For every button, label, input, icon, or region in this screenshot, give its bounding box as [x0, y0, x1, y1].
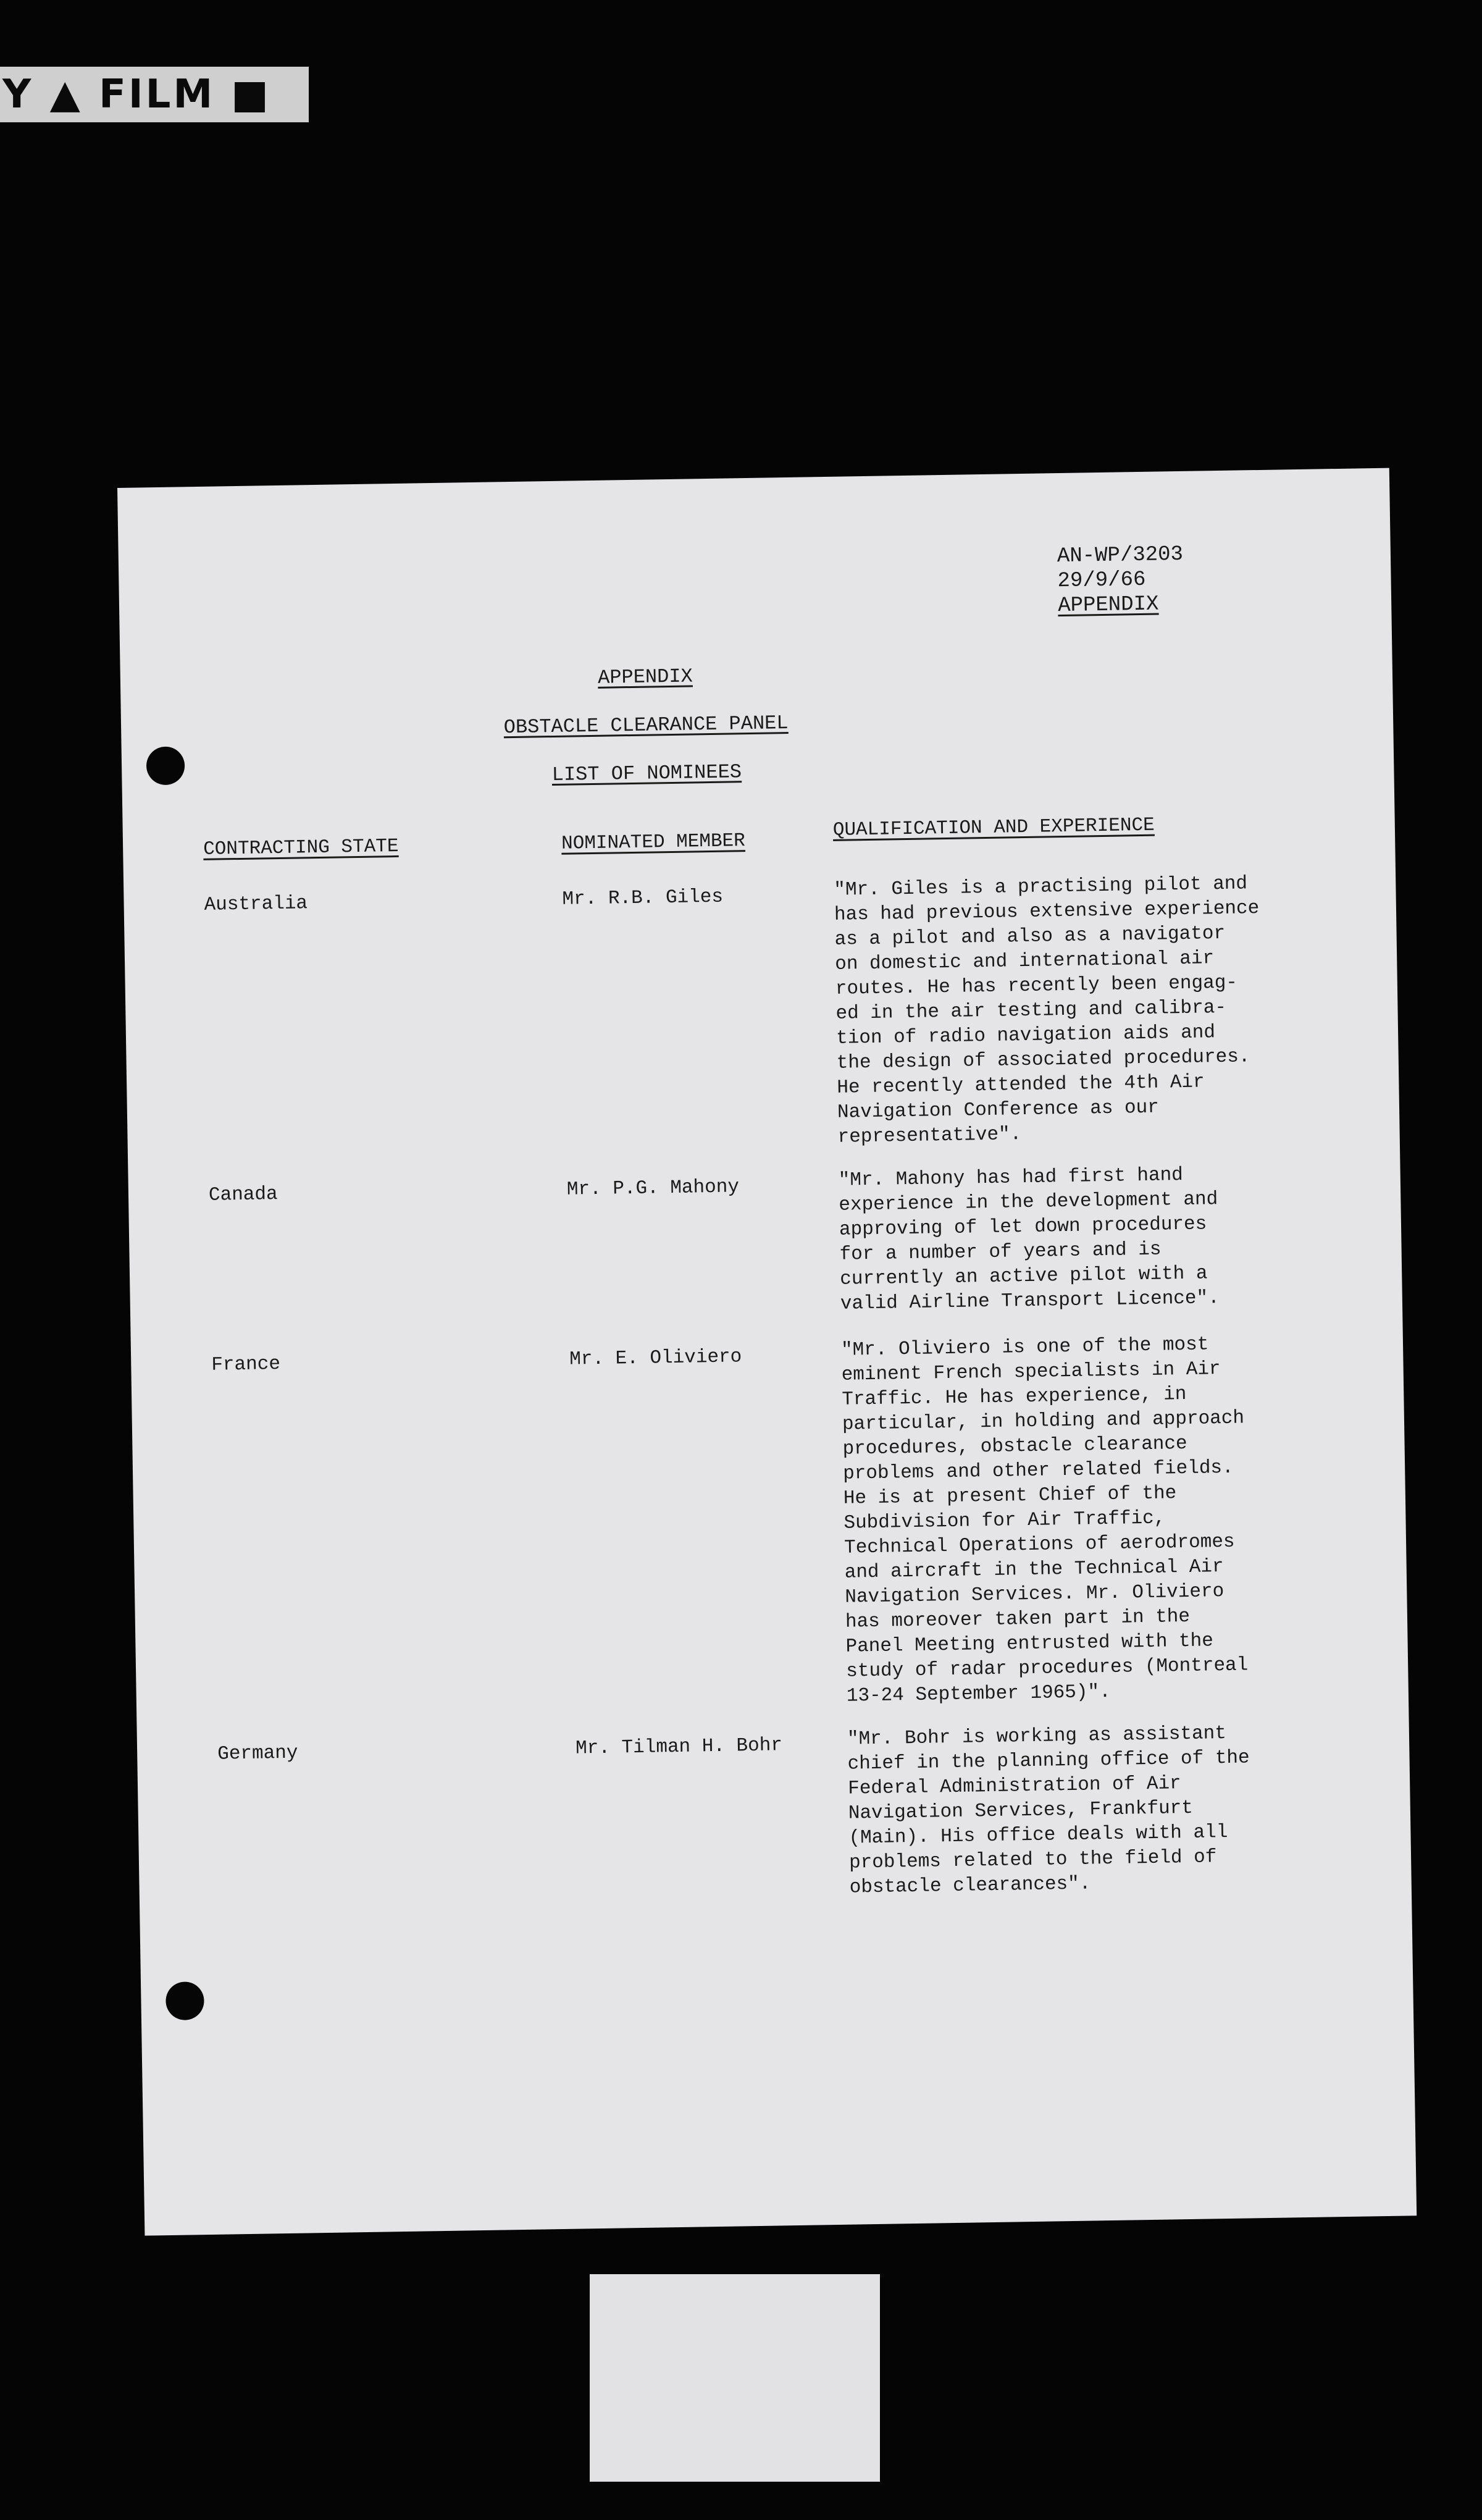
appendix-heading: APPENDIX: [597, 665, 693, 689]
contracting-state: Germany: [217, 1742, 298, 1765]
column-header-member: NOMINATED MEMBER: [561, 830, 746, 855]
document-page: [117, 468, 1417, 2236]
qualification-text: "Mr. Mahony has had first hand experience in the development and approving of let down procedures for a number of years and is currently an active pilot with a valid Airline Transport Licence".: [838, 1164, 1220, 1315]
column-header-state: CONTRACTING STATE: [203, 835, 399, 860]
qualification-text: "Mr. Bohr is working as assistant chief in the planning office of the Federal Administration of Air Navigation Services, Frankfurt (Main). His office deals with all problems related to the field of obstacle clearances".: [847, 1723, 1250, 1899]
list-title: LIST OF NOMINEES: [551, 760, 742, 787]
nominated-member: Mr. P.G. Mahony: [566, 1176, 740, 1201]
reference-number: AN-WP/3203: [1057, 542, 1184, 569]
punch-hole-bottom: [165, 1981, 204, 2020]
nominee-row: [128, 1164, 1400, 1315]
document-titles: [120, 657, 1172, 818]
contracting-state: Canada: [208, 1183, 278, 1206]
reference-appendix: APPENDIX: [1057, 592, 1159, 618]
nominated-member: Mr. R.B. Giles: [562, 886, 724, 910]
nominated-member: Mr. Tilman H. Bohr: [575, 1734, 783, 1760]
document-reference: [1057, 542, 1184, 618]
column-header-qualification: QUALIFICATION AND EXPERIENCE: [832, 814, 1155, 841]
reference-date: 29/9/66: [1057, 568, 1146, 594]
contracting-state: France: [211, 1353, 281, 1376]
nominee-row: [124, 873, 1396, 1148]
film-strip-text: Y ▲ FILM ■: [2, 72, 271, 117]
film-strip-label: [0, 67, 309, 122]
contracting-state: Australia: [204, 892, 308, 916]
qualification-text: "Mr. Giles is a practising pilot and has had previous extensive experience as a pilot and also as a navigator on domestic and international air routes. He has recently been engag- ed in the air testing and calibra- tion of radio navigation aids and the design of associated procedures. He recently attended the 4th Air Navigation Conference as our representative".: [834, 873, 1260, 1148]
nominee-row: [137, 1723, 1409, 1899]
qualification-text: "Mr. Oliviero is one of the most eminent French specialists in Air Traffic. He has experience, in particular, in holding and approach procedures, obstacle clearance problems and other related fields. He is at present Chief of the Subdivision for Air Traffic, Technical Operations of aerodromes and aircraft in the Technical Air Navigation Services. Mr. Oliviero has moreover taken part in the Panel Meeting entrusted with the study of radar procedures (Montreal 13-24 September 1965)".: [840, 1334, 1249, 1707]
nominee-row: [131, 1334, 1403, 1707]
nominated-member: Mr. E. Oliviero: [569, 1346, 742, 1371]
film-frame-tag: [590, 2274, 880, 2482]
panel-title: OBSTACLE CLEARANCE PANEL: [503, 711, 789, 739]
